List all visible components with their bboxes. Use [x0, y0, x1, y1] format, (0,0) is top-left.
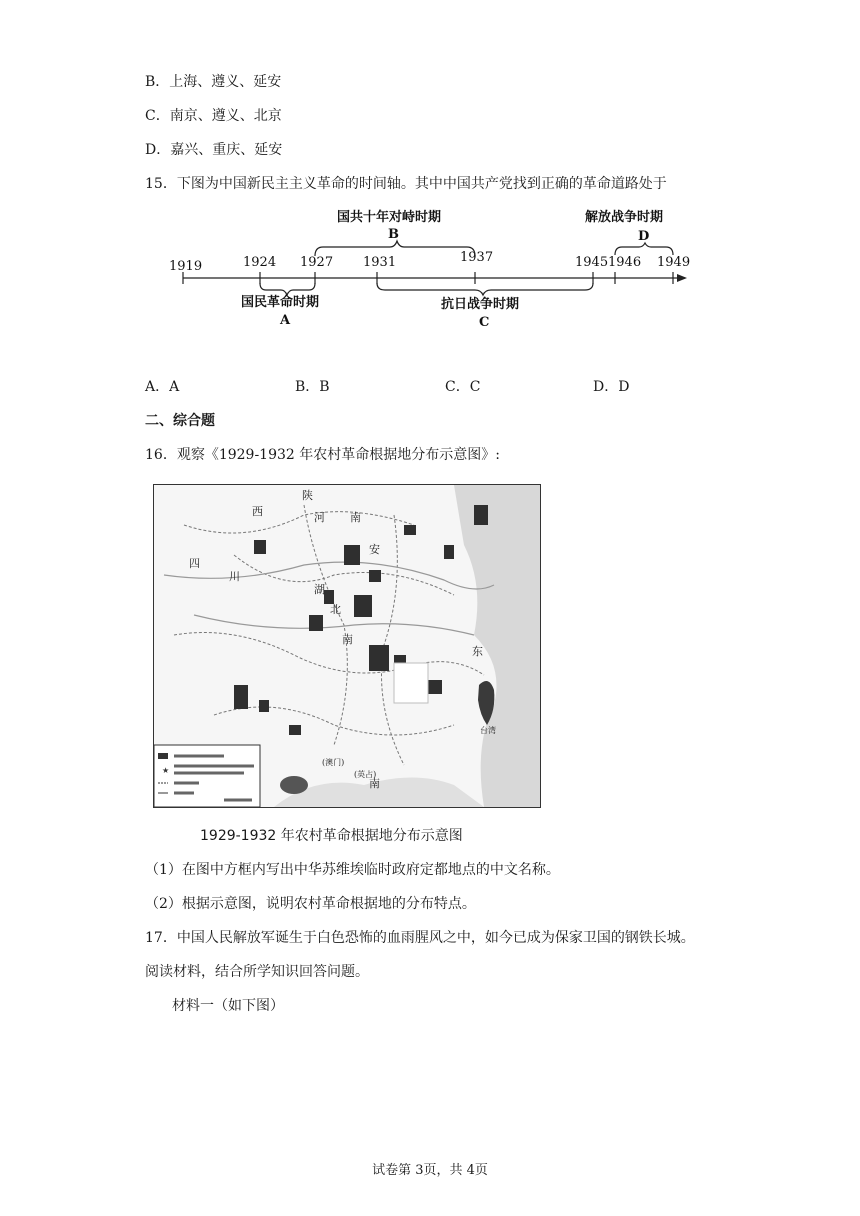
- hainan-island: [280, 776, 308, 794]
- q14-option-b: B．上海、遵义、延安: [145, 74, 282, 90]
- map-legend: [154, 745, 260, 807]
- year-1946: 1946: [608, 255, 642, 270]
- capital-answer-box: [394, 663, 428, 703]
- province-label-1: 陕: [302, 489, 313, 502]
- svg-text:★: ★: [162, 766, 170, 775]
- period-a-label: 国民革命时期: [241, 295, 320, 310]
- map-caption: 1929-1932 年农村革命根据地分布示意图: [200, 828, 463, 844]
- year-1949: 1949: [657, 255, 691, 270]
- q15-option-a: A．A: [145, 379, 180, 395]
- place-hk: (英占): [354, 770, 377, 779]
- province-label-5: 安: [369, 543, 380, 556]
- q17-stem-line1: 17．中国人民解放军诞生于白色恐怖的血雨腥风之中，如今已成为保家卫国的钢铁长城。: [145, 930, 695, 946]
- q16-stem: 16．观察《1929-1932 年农村革命根据地分布示意图》:: [145, 447, 500, 463]
- timeline-diagram: [165, 203, 705, 343]
- bracket-a: [260, 283, 315, 295]
- letter-d: D: [638, 229, 650, 244]
- q15-option-c: C．C: [445, 379, 481, 395]
- province-label-6: 四: [189, 557, 200, 570]
- q15-option-d: D．D: [593, 379, 630, 395]
- q15-stem: 15．下图为中国新民主主义革命的时间轴。其中中国共产党找到正确的革命道路处于: [145, 176, 667, 192]
- province-label-10: 南: [342, 633, 353, 646]
- section-title: 二、综合题: [145, 413, 215, 429]
- period-c-label: 抗日战争时期: [441, 297, 520, 312]
- period-d-label: 解放战争时期: [585, 210, 664, 225]
- bracket-c: [377, 283, 593, 295]
- letter-c: C: [479, 315, 490, 330]
- year-1927: 1927: [300, 255, 334, 270]
- place-macau: (澳门): [322, 758, 345, 767]
- q16-sub2: （2）根据示意图，说明农村革命根据地的分布特点。: [145, 896, 476, 912]
- year-1937: 1937: [460, 250, 494, 265]
- province-label-2: 西: [252, 505, 263, 518]
- q14-option-d: D．嘉兴、重庆、延安: [145, 142, 283, 158]
- place-taiwan: 台湾: [480, 726, 496, 735]
- q16-sub1: （1）在图中方框内写出中华苏维埃临时政府定都地点的中文名称。: [145, 862, 560, 878]
- year-1924: 1924: [243, 255, 277, 270]
- province-label-3: 河: [314, 511, 325, 524]
- map-figure: [153, 484, 541, 808]
- year-1919: 1919: [169, 259, 203, 274]
- q15-option-b: B．B: [295, 379, 330, 395]
- year-1931: 1931: [363, 255, 397, 270]
- province-label-9: 北: [330, 603, 341, 616]
- letter-b: B: [388, 227, 399, 242]
- bracket-d: [615, 243, 673, 255]
- timeline-arrow: [677, 274, 687, 282]
- province-label-7: 川: [229, 570, 240, 583]
- letter-a: A: [280, 313, 291, 328]
- page-footer: 试卷第 3页，共 4页: [372, 1163, 488, 1178]
- bracket-b: [315, 241, 475, 256]
- year-1945: 1945: [575, 255, 609, 270]
- province-label-12: 南: [369, 777, 380, 790]
- period-b-label: 国共十年对峙时期: [337, 210, 442, 225]
- q17-material1: 材料一（如下图）: [172, 998, 284, 1014]
- province-label-4: 南: [350, 511, 361, 524]
- q14-option-c: C．南京、遵义、北京: [145, 108, 282, 124]
- province-label-8: 湖: [314, 583, 325, 596]
- q17-stem-line2: 阅读材料，结合所学知识回答问题。: [145, 964, 369, 980]
- province-label-11: 东: [472, 645, 483, 658]
